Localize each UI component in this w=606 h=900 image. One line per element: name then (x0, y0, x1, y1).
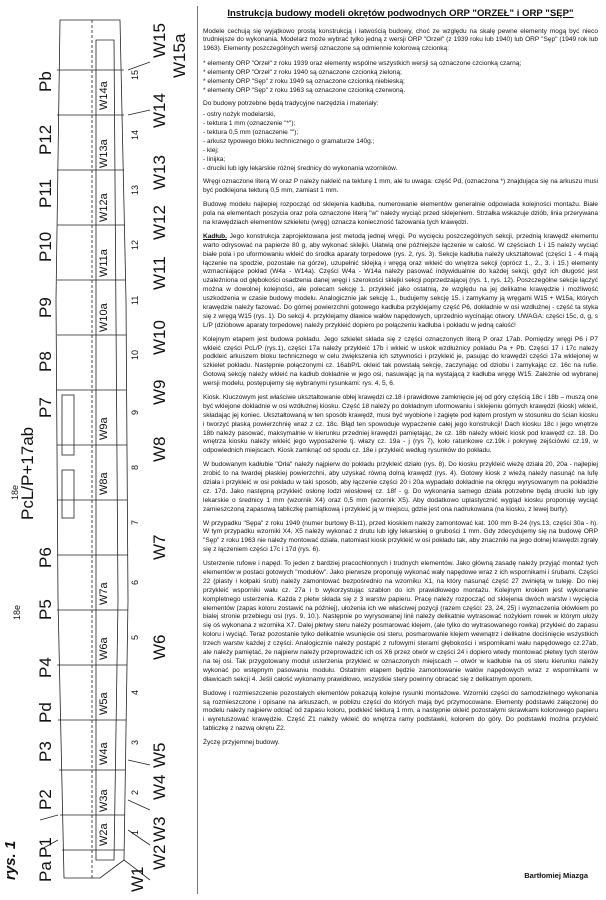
kadlub-text: Jego konstrukcja zaprojektowana jest metodą jednej wręgi. Po wycięciu poszczególnych sekcji, przednią krawędź elementu warto odrysować na papierze 80 g, aby wykonać sklejki. Ułatwią one późniejsze łączenie w całość. W częściach 1 i 15 należy wyciąć białe pola i po uformowaniu wkleić do środka aparaty torpedowe (rys. 2, rys. 3). Sekcje kadłuba należy ukształtować (części 1 - 4 mają łączenie na spodzie, pozostałe na górze), uzupełnić sklejką i wręgą oraz wkleić do wnętrza sekcji (oprócz 1., 2., 3. i 15.) elementy wzmacniające pokład (W4a - W14a). Części W4a - W14a należy pasować indywidualnie do każdej sekcji, gdyż ich długość jest uzależniona od głębokości osadzenia danej wręgi i szerokości sklejki sekcji poprzedzającej (rys. 1, rys. 12). Poszczególne sekcje łączyć można w dowolnej kolejności, ale polecam sekcję 1. przykleić jako ostatnią, ze względu na jej delikatne krawędzie i możliwość uszkodzenia w czasie budowy modelu. Analogicznie jak sekcję 1., budujemy sekcję 15. i zamykamy ją wręgami W15 + W15a, których krawędzie należy fazować. Do górnej powierzchni gotowego kadłuba przyklejamy część P6, dokładnie w osi wzdłużnej - część ta styka się z wręgą W15 (rys. 1). Do sekcji 4. przyklejamy dławice wałów napędowych, uprzednio wycinając otwory. UWAGA: części 15c, d, g, s L/P (dziobowe aparaty torpedowe) należy przykleić dopiero po połączeniu kadłuba i pokładu w jedną całość! (203, 232, 598, 329)
label-w10a: W10a (98, 303, 110, 332)
label-w12a: W12a (98, 193, 110, 222)
label-p9: P9 (36, 297, 55, 318)
label-w15a: W15a (170, 33, 189, 78)
label-pd: Pd (36, 702, 55, 723)
label-18e-b: 18e (12, 604, 22, 620)
author-signature: Bartłomiej Miazga (524, 871, 588, 880)
kiosk-paragraph: Kiosk. Kluczowym jest właściwe ukształtowanie obłej krawędzi cz.18 i prawidłowe zamknięcie jej od góry częścią 18c i 18b – muszą one być wklejone dokładnie w osi wzdłużnej kiosku. Część 18 należy po dokładnym uformowaniu i sklejeniu górnych krawędzi (kiosk) wkleić, składając jej koniec. Ukształtowaną w ten sposób krawędź, musi być wyobione i zagięte pod kątem prostym w stosunku do ścian kiosku i tworzyć płaską powierzchnię wraz z cz. 18c. Błąd ten spowoduje wypaczenie całej jego konstrukcji! Dach kiosku 18c i jego wnętrze 18b należy pasować, maksymalnie w kierunku przedniej krawędzi pamiętając, że cz. 18b należy wkleić kiosk pod krawędź cz. 18. Do wnętrza kiosku należy wkleić jego wyposażenie tj. włazy cz. 19a - j (rys 7), koło ratunkowe cz.19k i pokrywę zejściówki cz.19, w odpowiednich miejscach. Kiosk zamknąć od spodu cz. 18e i przykleić według rysunków do pokładu. (203, 394, 598, 455)
tool-item: - druciki lub igły lekarskie różnej średnicy do wykonania wzorników. (203, 165, 398, 173)
label-p11: P11 (36, 179, 55, 208)
label-p6: P6 (36, 547, 55, 568)
label-p3: P3 (36, 741, 55, 762)
label-w7a: W7a (98, 582, 110, 605)
sepa-paragraph: W przypadku "Sępa" z roku 1949 (numer burtowy B-11), przed kioskiem należy zamontować kat. 100 mm B-24 (rys.13, części 30a - h). W tym przypadku wzorniki X4, X5 należy wykonać z drutu lub igły lekarskiej o grubości 1 mm. Gdy zdecydujemy się na budowę ORP "Sęp" z roku 1963 nie należy montować działa, natomiast kiosk przykleić w osi pokładu tak, aby znaczniki na jego dolnej krawędzi zgrały się z łączeniem części 17c i 17d (rys. 6). (203, 519, 598, 554)
label-w6a: W6a (98, 637, 110, 660)
label-num-3: 3 (130, 739, 140, 745)
label-w2a: W2a (98, 823, 110, 846)
label-num-4: 4 (130, 689, 140, 695)
label-w12: W12 (150, 205, 169, 240)
label-w15: W15 (150, 23, 169, 58)
label-w14: W14 (150, 93, 169, 128)
label-num-6: 6 (130, 579, 140, 585)
versions-list (203, 59, 598, 95)
label-w1: W1 (128, 866, 147, 892)
version-item: * elementy ORP "Orzeł" z roku 1939 oraz elementy wspólne wszystkich wersji są oznaczone czcionką czarną; (203, 60, 522, 68)
label-w13: W13 (150, 155, 169, 190)
label-p4: P4 (36, 657, 55, 678)
label-w6: W6 (150, 634, 169, 660)
intro-paragraph: Modele cechują się wyjątkowo prostą konstrukcją i łatwością budowy, choć ze względu na skalę pewne elementy mogą być nieco trudniejsze do wykonania. Modelarz może wybrać tylko jedną z wersji ORP "Orzeł" (z 1939 roku lub 1940) lub ORP "Sęp" (1949 rok lub 1963). Elementy poszczególnych wersji oznaczone są odmiennie kolorową czcionką: (203, 27, 598, 53)
label-num-8: 8 (130, 464, 140, 470)
tool-item: - tektura 1 mm (oznaczenie "*"); (203, 120, 296, 128)
label-w4a: W4a (98, 742, 110, 765)
label-pa: Pa (36, 861, 55, 882)
budowa-paragraph: Budowę modelu najlepiej rozpocząć od sklejenia kadłuba, numerowanie elementów generalnie odpowiada kolejności montażu. Białe pola na elementach poszycia oraz pola oznaczone literą "w" należy wyciąć przed sklejeniem. Strzałka wskazuje dziób, linia przerywana na krawędziach elementów szkieletu (wręg) oznacza konieczność fazowania tych krawędzi. (203, 201, 598, 226)
instructions-panel (197, 6, 598, 894)
label-w8: W8 (150, 436, 169, 462)
label-num-1: 1 (130, 829, 140, 835)
label-w11: W11 (150, 256, 169, 290)
tools-intro: Do budowy potrzebne będą tradycyjne narzędzia i materiały: (203, 100, 379, 108)
label-w8a: W8a (98, 472, 110, 495)
tool-item: - tektura 0,5 mm (oznaczenie ""); (203, 129, 299, 137)
label-p12: P12 (36, 124, 55, 155)
label-w7: W7 (150, 534, 169, 560)
label-w3a: W3a (98, 789, 110, 812)
label-p7: P7 (36, 397, 55, 418)
label-w5: W5 (150, 742, 169, 768)
label-num-2: 2 (130, 789, 140, 795)
label-num-10: 10 (130, 349, 140, 360)
poklad-paragraph: Kolejnym etapem jest budowa pokładu. Jego szkielet składa się z części oznaczonych literą P oraz 17ab. Pomiędzy wręgi P6 i P7 wkleić części PcL/P (rys.1), części 17a należy przykleić 17b i wkleić w uskok wzdłużnicy pokładu Pa + Pb. Części 17 i 17c należy podkleić arkuszem bloku technicznego w celu zwiększenia ich sztywności i przykleić je, pasując do krawędzi części 17a wklejonej w szkielet pokładu. Następnie połączonymi cz. 16abP/L okleić tak powstałą sekcję, zaczynając od dziobu i zamykając cz. 16c na rufie. Gotową sekcję należy wkleić na kadłub dokładnie w jego osi, nasuwając ją na wystającą z kadłuba wręgę W15. Zależnie od wybranej wersji modelu, postępujemy się wybranymi rysunkami: rys. 4, 5, 6. (203, 335, 598, 388)
tool-item: - arkusz typowego bloku technicznego o gramaturze 140g.; (203, 138, 375, 146)
wregi-paragraph: Wręgi oznaczone literą W oraz P należy nakleić na tekturę 1 mm, ale tu uwaga: część Pd, (oznaczona *) znajdująca się na arkuszu musi być podklejona tekturą 0,5 mm, zamiast 1 mm. (203, 178, 598, 195)
hull-drawing (0, 0, 192, 900)
final-paragraph: Budowę i rozmieszczenie pozostałych elementów pokazują kolejne rysunki montażowe. Wzorniki części do samodzielnego wykonania są rozmieszczone i opisane na arkuszach, w poblizu części do których mają być przymocowane. Elementy podstawki załączonej do modelu należy najpierw odciąć od zapasu koloru, podkleić tekturą 1 mm, a następnie okleić pozostałymi skrawkami kolorowego papieru i wyretuszować krawędzie. Część Z1 należy wkleić do wnętrza ramy podstawki, kolorem do góry. Do podstawki można przykleić tabliczkę z nazwą okrętu Z2. (203, 689, 598, 733)
tool-item: - linijka; (203, 156, 226, 164)
label-w14a: W14a (98, 81, 110, 110)
version-item: * elementy ORP "Sęp" z roku 1963 są oznaczone czcionką czerwoną. (203, 87, 406, 95)
label-num-7: 7 (130, 519, 140, 525)
label-w3: W3 (150, 816, 169, 842)
tool-item: - ostry nożyk modelarski, (203, 111, 276, 119)
label-w9: W9 (150, 379, 169, 405)
figure-label: rys. 1 (2, 840, 19, 880)
label-num-12: 12 (130, 239, 140, 250)
tools-list (203, 110, 598, 173)
label-num-15: 15 (130, 69, 140, 80)
kadlub-paragraph (203, 233, 598, 331)
orla-paragraph: W budowanym kadłubie "Orła" należy najpierw do pokładu przykleić działo (rys. 8). Do kiosku przykleić wieżę działa 20, 20a - najlepiej zrobić to na twardej płaskiej powierzchni, aby uzyskać równą dolną krawędź (rys. 4). Gotowy kiosk z wieżą należy nasunąć na lufę działa i przykleić w osi pokładu w taki sposób, aby łączenie części 20 i 20a wypadało dokładnie na okręgu wyrysowanym na pokładzie cz. 17d. Jako następną przykleić osłonę lodzi wiosłowej cz. 18f - g. Do wykonania samego działa potrzebne będą druciki lub igły lekarskie o średnicy 1 mm (wzornik X4) oraz 0,5 mm (wzornik X5). Aby dodatkowo uplastycznić wygląd kiosku proponuję wyciąć zamieszczoną zapasową tabliczkę pamiątkową i przykleić ją w miejscu, gdzie jest ona nadrukowana (na kiosku, z lewej burty). (203, 461, 598, 513)
closing-line: Życzę przyjemnej budowy. (203, 739, 280, 747)
label-18e-a: 18e (10, 484, 20, 500)
label-num-11: 11 (130, 295, 140, 305)
label-p10: P10 (36, 231, 55, 262)
label-w2: W2 (150, 844, 169, 870)
label-num-13: 13 (130, 184, 140, 195)
tool-item: - klej; (203, 147, 219, 155)
label-num-14: 14 (130, 129, 140, 140)
label-w13a: W13a (98, 139, 110, 168)
document-title: Instrukcja budowy modeli okrętów podwodnych ORP "ORZEŁ" i ORP "SĘP" (227, 8, 574, 19)
label-p2: P2 (36, 789, 55, 810)
label-w4: W4 (150, 774, 169, 800)
label-w10: W10 (150, 320, 169, 355)
version-item: * elementy ORP "Orzeł" z roku 1940 są oznaczone czcionką zieloną; (203, 69, 402, 77)
label-p5: P5 (36, 599, 55, 620)
label-p1: P1 (36, 837, 55, 858)
label-pb: Pb (36, 71, 55, 92)
label-num-9: 9 (130, 409, 140, 415)
version-item: * elementy ORP "Sęp" z roku 1949 są oznaczone czcionką niebieską; (203, 78, 405, 86)
kadlub-heading: Kadłub. (203, 232, 228, 240)
label-w5a: W5a (98, 692, 110, 715)
label-num-5: 5 (130, 634, 140, 640)
label-w11a: W11a (98, 249, 110, 277)
usterzenie-paragraph: Usterzenie rufowe i napęd. To jeden z bardziej pracochłonnych i trudnych elementów. Jako główną zasadę należy przyjąć montaż tych elementów w postaci gotowych "modułów". Jako pierwsze proponuję wykonać wały napędowe wraz z ich wspornikami i śrubami. Części 22 (piasty i kołpaki śrub) należy zamontować bezpośrednio na wzorniku X1, na który nasunąć część 27 zwiniętą w tuleję. Do niej przykleić wsporniki wału cz. 27a i b wykorzystując szablon do ich prawidłowego montażu. Kolejnym krokiem jest wykonanie kompletnego usterzenia. Każda z płetw składa się z 3 warstw papieru. Pracę należy rozpocząć od sklejenia dwóch warstw i wycięcia elementów (zapas koloru zostawić na później), ułożenia ich we właściwej pozycji (razem części: 23, 24, 25) i wyznaczenia ołówkiem po bialej stronie przebiegu osi (rys. 9, 10.). Następnie po wyrysowanej linii należy delikatnie wytrasować nożykiem rowek w którym ułoży się oś wykonana z wzornika X7. Dalej płetwy steru należy posmarować klejem, (ale tylko do wytrasowanego rowka) przykleić do zapasu koloru i wyciąć. Teraz pozostanie tylko delikatnie wsunięcie osi steru, posmarowanie klejem wewnątrz i delikatne dociśnięcie wszystkich trzech warstw każdej z części. Analogicznie należy postąpić z rufowymi sterami głębokości i wspornikami wału napędowego cz.27ab, ale należy pamiętać, że najpierw należy przeprowadzić ich oś X6 przez otwór w części 24 i dopiero wtedy montować płetwy tych sterów na tej osi. Tak przygotowany moduł usterzenia przykleić w oznaczonych miejscach – otwór w kadłubie na oś steru kierunku należy wykonać po wstępnym pasowaniu modułu. Ostatnim etapem będzie zamontowanie wałów napędowych wraz z wspornikami w dławicach sekcji 4. Jeśli całość wykonamy prawidłowo, wszystkie stery powinny obracać się z delikatnym oporem. (203, 560, 598, 683)
label-w9a: W9a (98, 417, 110, 440)
label-p8: P8 (36, 351, 55, 372)
label-pcl: PcL/P+17ab (18, 426, 37, 520)
